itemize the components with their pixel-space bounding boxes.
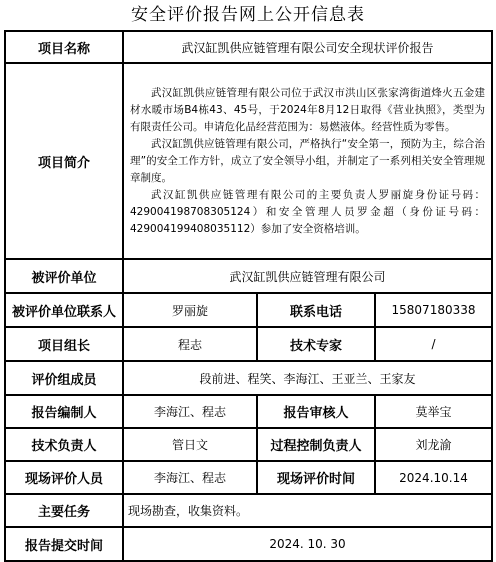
intro-paragraph-2: 武汉缸凯供应链管理有限公司，严格执行“安全第一，预防为主，综合治理”的安全工作方针，成立了安全领导小组，并制定了一系列相关安全管理规章制度。: [130, 137, 486, 184]
tech-value: 管日文: [123, 428, 257, 461]
intro-paragraph-1: 武汉缸凯供应链管理有限公司位于武汉市洪山区张家湾街道烽火五金建材水暖市场B4栋43、45号，于2024年8月12日取得《营业执照》，类型为有限责任公司。申请危化品经营范围为：易燃液体。经营性质为零售。: [130, 86, 486, 133]
evaluated-unit-value: 武汉缸凯供应链管理有限公司: [123, 259, 492, 293]
row-project-name: [5, 31, 492, 63]
members-value: 段前进、程笑、李海江、王亚兰、王家友: [123, 361, 492, 395]
reviewer-label: 报告审核人: [257, 395, 375, 428]
process-value: 刘龙渝: [375, 428, 492, 461]
reviewer-value: 莫举宝: [375, 395, 492, 428]
expert-value: /: [375, 327, 492, 361]
onsite-time-label: 现场评价时间: [257, 461, 375, 494]
process-label: 过程控制负责人: [257, 428, 375, 461]
phone-label: 联系电话: [257, 293, 375, 327]
row-members: [5, 361, 492, 395]
row-tech: [5, 428, 492, 461]
project-name-value: 武汉缸凯供应链管理有限公司安全现状评价报告: [123, 31, 492, 63]
tasks-value: 现场勘查，收集资料。: [123, 494, 492, 527]
tech-label: 技术负责人: [5, 428, 123, 461]
editor-value: 李海江、程志: [123, 395, 257, 428]
submit-value: 2024. 10. 30: [123, 527, 492, 561]
row-evaluated-unit: [5, 259, 492, 293]
contact-label: 被评价单位联系人: [5, 293, 123, 327]
row-leader: [5, 327, 492, 361]
project-name-label: 项目名称: [5, 31, 123, 63]
row-tasks: [5, 494, 492, 527]
project-intro-label: 项目简介: [5, 63, 123, 259]
onsite-label: 现场评价人员: [5, 461, 123, 494]
onsite-value: 李海江、程志: [123, 461, 257, 494]
page-title: 安全评价报告网上公开信息表: [131, 5, 365, 25]
project-intro-text: [123, 63, 492, 259]
leader-value: 程志: [123, 327, 257, 361]
phone-value: 15807180338: [375, 293, 492, 327]
row-editor: [5, 395, 492, 428]
row-onsite: [5, 461, 492, 494]
evaluated-unit-label: 被评价单位: [5, 259, 123, 293]
row-project-intro: [5, 63, 492, 259]
submit-label: 报告提交时间: [5, 527, 123, 561]
intro-paragraph-3: 武汉缸凯供应链管理有限公司的主要负责人罗丽旋身份证号码：429004198708305124）和安全管理人员罗金超（身份证号码：429004199408035112）参加了安全资格培训。: [130, 188, 486, 235]
contact-value: 罗丽旋: [123, 293, 257, 327]
expert-label: 技术专家: [257, 327, 375, 361]
info-table: [4, 30, 493, 562]
members-label: 评价组成员: [5, 361, 123, 395]
row-submit: [5, 527, 492, 561]
onsite-time-value: 2024.10.14: [375, 461, 492, 494]
leader-label: 项目组长: [5, 327, 123, 361]
tasks-label: 主要任务: [5, 494, 123, 527]
row-contact: [5, 293, 492, 327]
editor-label: 报告编制人: [5, 395, 123, 428]
